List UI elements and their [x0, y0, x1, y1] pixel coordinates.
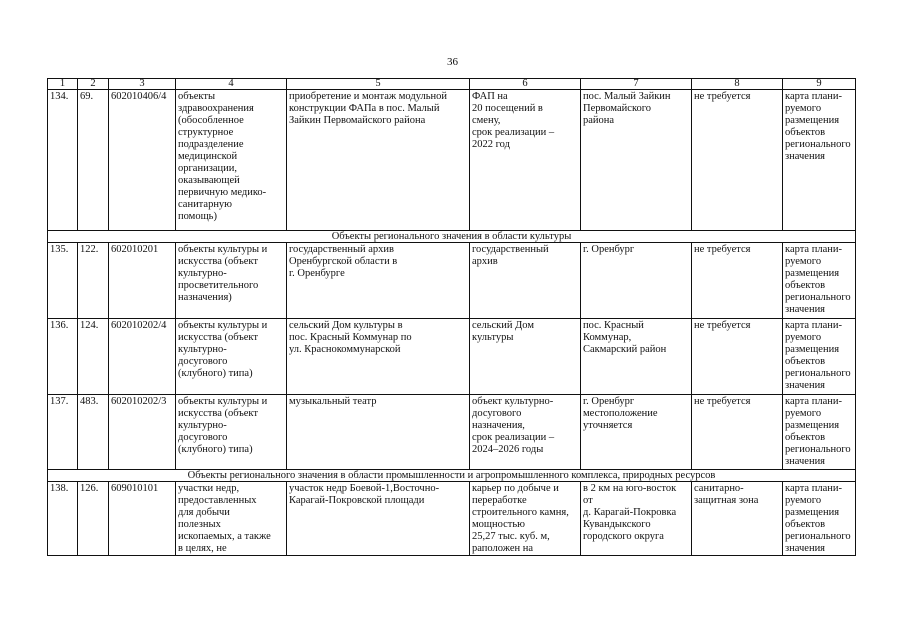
object-code-cell: 602010202/4	[109, 319, 176, 395]
column-header: 1	[48, 79, 78, 90]
object-location-cell: г. Оренбург	[581, 243, 692, 319]
column-header: 7	[581, 79, 692, 90]
object-type-cell: объекты культуры и искусства (объект культурно- досугового (клубного) типа)	[176, 395, 287, 470]
object-code-cell: 602010202/3	[109, 395, 176, 470]
object-type-cell: участки недр, предоставленных для добычи полезных ископаемых, а также в целях, не	[176, 482, 287, 556]
object-location-cell: в 2 км на юго-восток от д. Карагай-Покровка Кувандыкского городского округа	[581, 482, 692, 556]
object-characteristics-cell: карьер по добыче и переработке строительного камня, мощностью 25,27 тыс. куб. м, раположен на	[470, 482, 581, 556]
column-header: 8	[692, 79, 783, 90]
object-type-cell: объекты культуры и искусства (объект культурно- досугового (клубного) типа)	[176, 319, 287, 395]
object-name-cell: приобретение и монтаж модульной конструкции ФАПа в пос. Малый Зайкин Первомайского района	[287, 90, 470, 231]
section-title: Объекты регионального значения в области промышленности и агропромышленного комплекса, природных ресурсов	[48, 470, 856, 482]
zone-type-cell: санитарно- защитная зона	[692, 482, 783, 556]
object-number-cell: 126.	[78, 482, 109, 556]
map-reference-cell: карта плани- руемого размещения объектов регионального значения	[783, 319, 856, 395]
map-reference-cell: карта плани- руемого размещения объектов регионального значения	[783, 243, 856, 319]
zone-type-cell: не требуется	[692, 319, 783, 395]
table-row	[48, 243, 856, 319]
header-row	[48, 79, 856, 90]
object-name-cell: сельский Дом культуры в пос. Красный Коммунар по ул. Краснокоммунарской	[287, 319, 470, 395]
table-row	[48, 395, 856, 470]
object-code-cell: 609010101	[109, 482, 176, 556]
object-location-cell: г. Оренбург местоположение уточняется	[581, 395, 692, 470]
object-characteristics-cell: сельский Дом культуры	[470, 319, 581, 395]
table-row	[48, 90, 856, 231]
object-number-cell: 124.	[78, 319, 109, 395]
object-characteristics-cell: ФАП на 20 посещений в смену, срок реализации – 2022 год	[470, 90, 581, 231]
object-code-cell: 602010201	[109, 243, 176, 319]
map-reference-cell: карта плани- руемого размещения объектов регионального значения	[783, 90, 856, 231]
object-name-cell: участок недр Боевой-1,Восточно- Карагай-Покровской площади	[287, 482, 470, 556]
section-row	[48, 231, 856, 243]
row-number-cell: 134.	[48, 90, 78, 231]
column-header: 2	[78, 79, 109, 90]
objects-table	[47, 78, 856, 556]
object-location-cell: пос. Малый Зайкин Первомайского района	[581, 90, 692, 231]
table-row	[48, 482, 856, 556]
object-name-cell: музыкальный театр	[287, 395, 470, 470]
row-number-cell: 137.	[48, 395, 78, 470]
row-number-cell: 138.	[48, 482, 78, 556]
object-characteristics-cell: объект культурно- досугового назначения, срок реализации – 2024–2026 годы	[470, 395, 581, 470]
object-number-cell: 69.	[78, 90, 109, 231]
object-type-cell: объекты культуры и искусства (объект культурно- просветительного назначения)	[176, 243, 287, 319]
column-header: 3	[109, 79, 176, 90]
map-reference-cell: карта плани- руемого размещения объектов регионального значения	[783, 482, 856, 556]
zone-type-cell: не требуется	[692, 395, 783, 470]
object-number-cell: 483.	[78, 395, 109, 470]
zone-type-cell: не требуется	[692, 243, 783, 319]
section-row	[48, 470, 856, 482]
object-number-cell: 122.	[78, 243, 109, 319]
page-number: 36	[447, 56, 458, 68]
table-body	[48, 90, 856, 556]
section-title: Объекты регионального значения в области культуры	[48, 231, 856, 243]
object-type-cell: объекты здравоохранения (обособленное структурное подразделение медицинской организации, оказывающей первичную медико- санитарную помощь)	[176, 90, 287, 231]
column-header: 5	[287, 79, 470, 90]
object-characteristics-cell: государственный архив	[470, 243, 581, 319]
column-header: 4	[176, 79, 287, 90]
row-number-cell: 136.	[48, 319, 78, 395]
table-row	[48, 319, 856, 395]
column-header: 6	[470, 79, 581, 90]
zone-type-cell: не требуется	[692, 90, 783, 231]
map-reference-cell: карта плани- руемого размещения объектов регионального значения	[783, 395, 856, 470]
object-name-cell: государственный архив Оренбургской области в г. Оренбурге	[287, 243, 470, 319]
object-location-cell: пос. Красный Коммунар, Сакмарский район	[581, 319, 692, 395]
object-code-cell: 602010406/4	[109, 90, 176, 231]
column-header: 9	[783, 79, 856, 90]
row-number-cell: 135.	[48, 243, 78, 319]
